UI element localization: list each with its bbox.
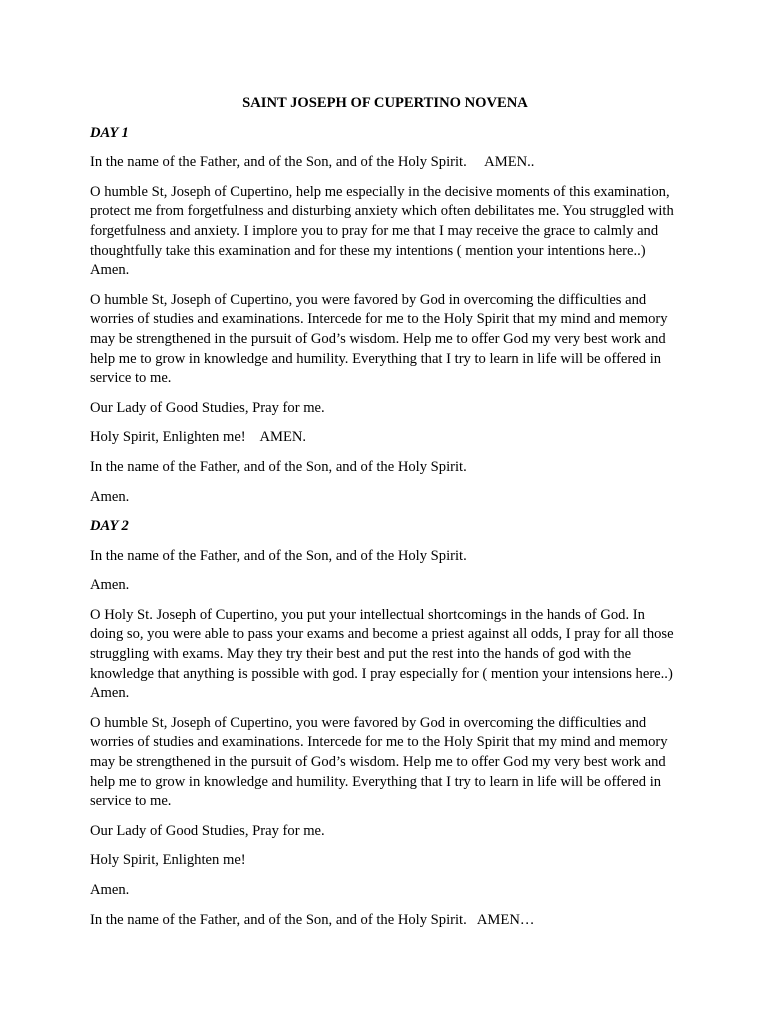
day-2-prayer-1: O Holy St. Joseph of Cupertino, you put your intellectual shortcomings in the hands of God. In doing so, you were able to pass your exams and become a priest against all odds, I pray for all those struggling with exams. May they try their best and put the rest into the hands of god with the knowledge that anything is possible with god. I pray especially for ( mention your intensions here..) Amen.: [90, 606, 674, 702]
document-title: SAINT JOSEPH OF CUPERTINO NOVENA: [242, 95, 528, 111]
day-1-prayer-1: O humble St, Joseph of Cupertino, help me especially in the decisive moments of this examination, protect me from forgetfulness and disturbing anxiety which often debilitates me. You struggled with forgetfulness and anxiety. I implore you to pray for me that I may receive the grace to calmly and thoughtfully take this examination and for these my intentions ( mention your intentions here..) Amen.: [90, 183, 674, 279]
day-2-spirit: Holy Spirit, Enlighten me!: [90, 852, 246, 869]
day-1-prayer-2: O humble St, Joseph of Cupertino, you were favored by God in overcoming the difficulties and worries of studies and examinations. Intercede for me to the Holy Spirit that my mind and memory may be strengthened in the pursuit of God’s wisdom. Help me to offer God my very best work and help me to grow in knowledge and humility. Everything that I try to learn in life will be offered in service to me.: [90, 291, 668, 387]
day-1-closing: In the name of the Father, and of the Son, and of the Holy Spirit.: [90, 458, 467, 475]
day-2-heading: DAY 2: [90, 518, 129, 535]
day-1-heading: DAY 1: [90, 124, 129, 141]
day-1-amen: Amen.: [90, 488, 130, 505]
day-2-closing: In the name of the Father, and of the Son, and of the Holy Spirit. AMEN…: [90, 911, 535, 928]
day-2-amen-2: Amen.: [90, 882, 130, 898]
day-2-lady: Our Lady of Good Studies, Pray for me.: [90, 822, 325, 839]
day-2-amen-1: Amen.: [90, 577, 130, 594]
document-page: [90, 94, 680, 940]
day-1-opening: In the name of the Father, and of the Son, and of the Holy Spirit. AMEN..: [90, 154, 535, 171]
day-1-spirit: Holy Spirit, Enlighten me! AMEN.: [90, 429, 307, 446]
day-1-lady: Our Lady of Good Studies, Pray for me.: [90, 399, 325, 416]
day-2-opening: In the name of the Father, and of the Son, and of the Holy Spirit.: [90, 547, 467, 564]
day-2-prayer-2: O humble St, Joseph of Cupertino, you were favored by God in overcoming the difficulties and worries of studies and examinations. Intercede for me to the Holy Spirit that my mind and memory may be strengthened in the pursuit of God’s wisdom. Help me to offer God my very best work and help me to grow in knowledge and humility. Everything that I try to learn in life will be offered in service to me.: [90, 714, 668, 810]
